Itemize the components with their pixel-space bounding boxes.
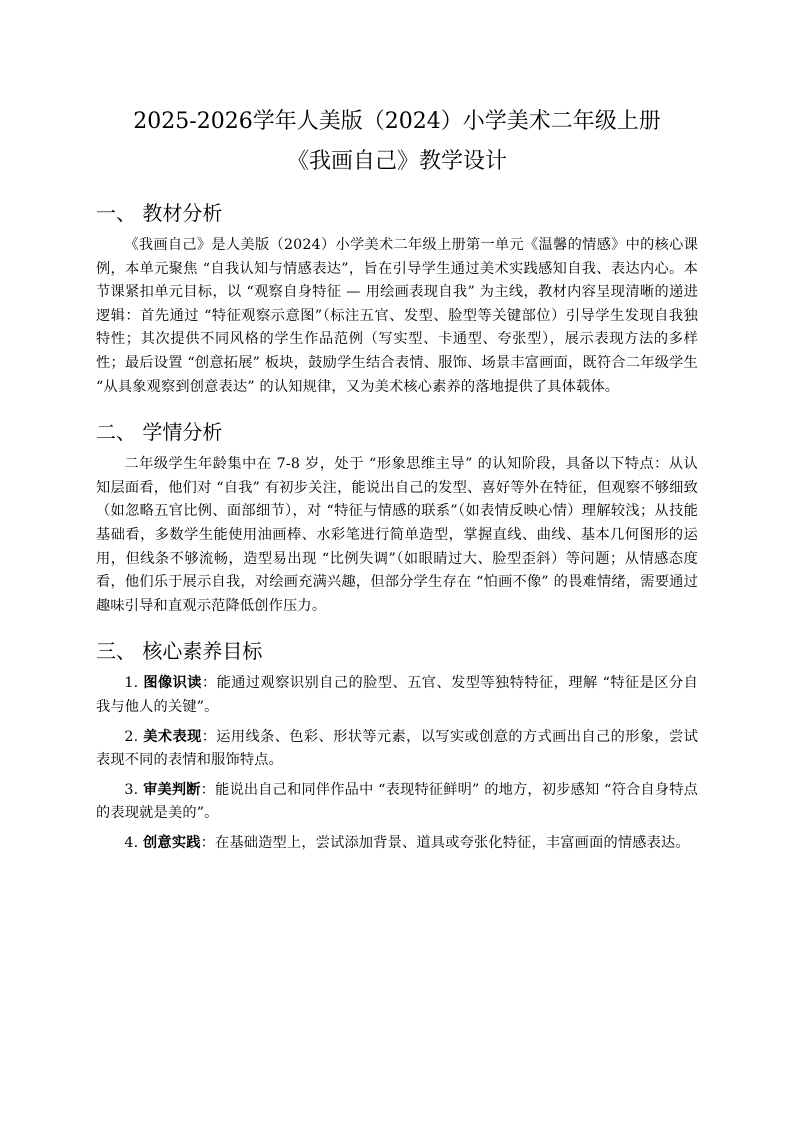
goal-item-creative-practice	[96, 832, 698, 856]
goal-number: 2.	[124, 728, 144, 745]
goal-label: 创意实践	[143, 834, 201, 851]
goal-text: ：运用线条、色彩、形状等元素，以写实或创意的方式画出自己的形象，尝试表现不同的表情和服饰特点。	[96, 728, 698, 769]
section-heading-core-goals: 三、 核心素养目标	[96, 639, 263, 664]
goal-item-aesthetic-judgment	[96, 779, 698, 826]
goal-label: 审美判断	[143, 781, 201, 798]
section-heading-textbook-analysis: 一、 教材分析	[96, 201, 223, 225]
paragraph-textbook-analysis: 《我画自己》是人美版（2024）小学美术二年级上册第一单元《温馨的情感》中的核心课例，本单元聚焦 “自我认知与情感表达”，旨在引导学生通过美术实践感知自我、表达内心。本节课紧扣单元目标，以 “观察自身特征 — 用绘画表现自我” 为主线，教材内容呈现清晰的递进逻辑：首先通过 “特征观察示意图”（标注五官、发型、脸型等关键部位）引导学生发现自我独特性；其次提供不同风格的学生作品范例（写实型、卡通型、夸张型），展示表现方法的多样性；最后设置 “创意拓展” 板块，鼓励学生结合表情、服饰、场景丰富画面，既符合二年级学生 “从具象观察到创意表达” 的认知规律，又为美术核心素养的落地提供了具体载体。	[96, 237, 698, 395]
paragraph-student-analysis: 二年级学生年龄集中在 7-8 岁，处于 “形象思维主导” 的认知阶段，具备以下特点：从认知层面看，他们对 “自我” 有初步关注，能说出自己的发型、喜好等外在特征，但观察不够细致（如忽略五官比例、面部细节），对 “特征与情感的联系”（如表情反映心情）理解较浅；从技能基础看，多数学生能使用油画棒、水彩笔进行简单造型，掌握直线、曲线、基本几何图形的运用，但线条不够流畅，造型易出现 “比例失调”（如眼睛过大、脸型歪斜）等问题；从情感态度看，他们乐于展示自我，对绘画充满兴趣，但部分学生存在 “怕画不像” 的畏难情绪，需要通过趣味引导和直观示范降低创作压力。	[96, 456, 698, 614]
document-title-line-2: 《我画自己》教学设计	[286, 149, 507, 174]
goal-text: ：能通过观察识别自己的脸型、五官、发型等独特特征，理解 “特征是区分自我与他人的关键”。	[96, 675, 698, 715]
goal-label: 图像识读	[143, 675, 202, 692]
goal-number: 1.	[124, 675, 144, 692]
goal-text: ：能说出自己和同伴作品中 “表现特征鲜明” 的地方，初步感知 “符合自身特点的表现就是美的”。	[96, 781, 698, 822]
document-title-line-1: 2025-2026学年人美版（2024）小学美术二年级上册	[133, 109, 661, 134]
goal-number: 4.	[124, 834, 144, 851]
goal-text: ：在基础造型上，尝试添加背景、道具或夸张化特征，丰富画面的情感表达。	[200, 834, 690, 851]
section-heading-student-analysis: 二、 学情分析	[96, 420, 223, 445]
goal-number: 3.	[124, 781, 144, 798]
goal-label: 美术表现	[143, 728, 202, 745]
goal-item-image-reading	[96, 672, 698, 719]
goal-item-art-expression	[96, 726, 698, 773]
